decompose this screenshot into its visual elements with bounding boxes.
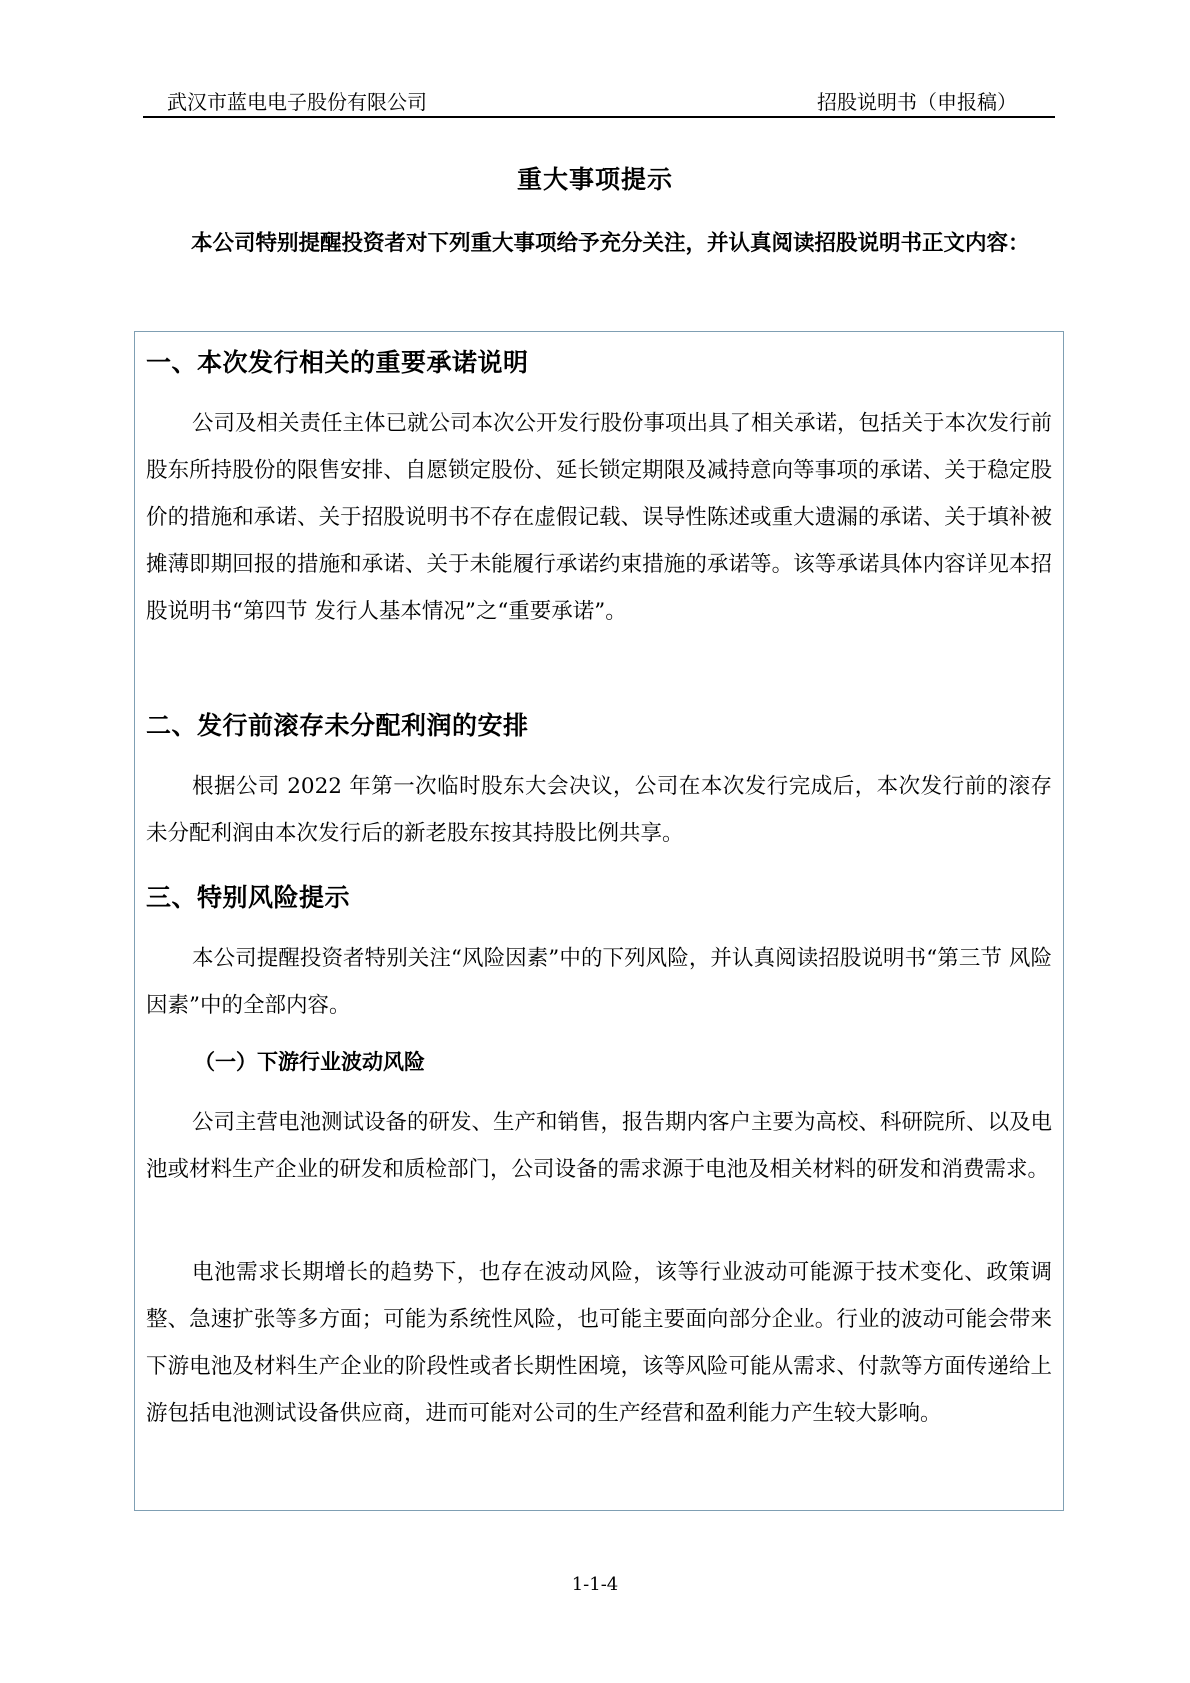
page-header <box>143 86 1055 118</box>
section-heading-risk-notice: 三、特别风险提示 <box>146 883 351 912</box>
page-number: 1-1-4 <box>571 1574 619 1595</box>
subsection-heading-downstream-risk: （一）下游行业波动风险 <box>194 1050 425 1074</box>
paragraph-retained-profits: 根据公司 2022 年第一次临时股东大会决议，公司在本次发行完成后，本次发行前的滚存未分配利润由本次发行后的新老股东按其持股比例共享。 <box>146 774 1052 846</box>
header-document-type: 招股说明书（申报稿） <box>817 90 1017 114</box>
section-heading-retained-profits: 二、发行前滚存未分配利润的安排 <box>146 711 529 740</box>
paragraph-downstream-risk-1: 公司主营电池测试设备的研发、生产和销售，报告期内客户主要为高校、科研院所、以及电池或材料生产企业的研发和质检部门，公司设备的需求源于电池及相关材料的研发和消费需求。 <box>146 1110 1053 1182</box>
section-heading-commitments: 一、本次发行相关的重要承诺说明 <box>146 348 529 377</box>
header-company-name: 武汉市蓝电电子股份有限公司 <box>167 90 427 114</box>
paragraph-commitments: 公司及相关责任主体已就公司本次公开发行股份事项出具了相关承诺，包括关于本次发行前股东所持股份的限售安排、自愿锁定股份、延长锁定期限及减持意向等事项的承诺、关于稳定股价的措施和承诺、关于招股说明书不存在虚假记载、误导性陈述或重大遗漏的承诺、关于填补被摊薄即期回报的措施和承诺、关于未能履行承诺约束措施的承诺等。该等承诺具体内容详见本招股说明书“第四节 发行人基本情况”之“重要承诺”。 <box>146 411 1053 624</box>
paragraph-downstream-risk-2: 电池需求长期增长的趋势下，也存在波动风险，该等行业波动可能源于技术变化、政策调整、急速扩张等多方面；可能为系统性风险，也可能主要面向部分企业。行业的波动可能会带来下游电池及材料生产企业的阶段性或者长期性困境，该等风险可能从需求、付款等方面传递给上游包括电池测试设备供应商，进而可能对公司的生产经营和盈利能力产生较大影响。 <box>146 1260 1052 1426</box>
investor-notice: 本公司特别提醒投资者对下列重大事项给予充分关注，并认真阅读招股说明书正文内容： <box>191 231 1030 256</box>
paragraph-risk-notice: 本公司提醒投资者特别关注“风险因素”中的下列风险，并认真阅读招股说明书“第三节 风险因素”中的全部内容。 <box>146 946 1052 1018</box>
page-title: 重大事项提示 <box>516 165 673 194</box>
